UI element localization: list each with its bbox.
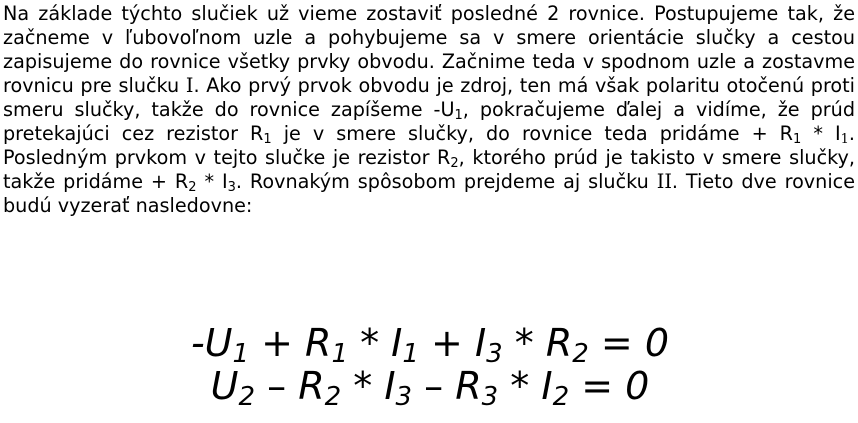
eq-subscript: 3 (486, 339, 503, 369)
eq-term: R (455, 364, 482, 408)
subscript: 2 (450, 156, 459, 171)
loop-label-ii: II (656, 170, 672, 193)
text-run: . Tieto dve rovnice budú vyzerať nasledovne: (3, 170, 856, 217)
text-run: . Rovnakým spôsobom prejdeme aj slučku (235, 170, 657, 193)
text-run: , ktorého prúd je takisto v smere slučky, takže pridáme + R (3, 146, 855, 193)
eq-operator: + (418, 321, 475, 365)
eq-subscript: 2 (572, 339, 589, 369)
subscript: 1 (454, 108, 463, 123)
eq-subscript: 1 (331, 339, 348, 369)
document-body (3, 2, 855, 218)
eq-term: R (298, 364, 325, 408)
text-run: . Posledným prvkom v tejto slučke je rezistor R (3, 122, 856, 169)
eq-subscript: 3 (481, 382, 499, 412)
equations-block (0, 321, 858, 412)
subscript: 3 (227, 180, 236, 195)
eq-term: I (384, 364, 396, 408)
eq-operator: + (249, 321, 306, 365)
eq-rhs: 0 (644, 321, 670, 365)
eq-operator: * (502, 321, 546, 365)
text-run: je v smere slučky, do rovnice teda pridáme + R (271, 122, 794, 145)
eq-subscript: 2 (324, 382, 342, 412)
explanation-paragraph (3, 2, 855, 218)
text-run: Na základe týchto slučiek už vieme zostaviť posledné 2 rovnice. Postupujeme tak, že začneme v ľubovoľnom uzle a pohybujeme sa v smere orientácie slučky a cestou zapisujeme do rovnice všetky prvky obvodu. Začnime teda v spodnom uzle a zostavme rovnicu pre slučku (3, 2, 855, 97)
eq-operator: * (341, 364, 385, 408)
eq-operator: * (348, 321, 392, 365)
text-run: * I (801, 122, 841, 145)
eq-term: R (305, 321, 332, 365)
eq-subscript: 2 (552, 382, 570, 412)
eq-rhs: 0 (625, 364, 650, 408)
equation-loop-1 (0, 321, 858, 369)
text-run: * I (196, 170, 228, 193)
eq-term: I (474, 321, 487, 365)
eq-term: I (391, 321, 403, 365)
equation-loop-2 (0, 364, 858, 412)
eq-term: U (210, 364, 239, 408)
eq-term: I (541, 364, 553, 408)
eq-subscript: 2 (238, 382, 256, 412)
text-run: , pokračujeme ďalej a vidíme, že prúd pretekajúci cez rezistor R (3, 98, 855, 145)
subscript: 1 (793, 132, 802, 147)
eq-subscript: 1 (232, 339, 250, 369)
eq-term: R (545, 321, 573, 365)
eq-subscript: 3 (395, 382, 413, 412)
eq-operator: – (412, 364, 456, 408)
subscript: 1 (263, 132, 272, 147)
subscript: 2 (188, 180, 197, 195)
subscript: 1 (840, 132, 849, 147)
eq-subscript: 1 (402, 339, 419, 369)
eq-operator: = (569, 364, 626, 408)
text-run: . Ako prvý prvok obvodu je zdroj, ten má však polaritu otočenú proti smeru slučky, takže do rovnice zapíšeme -U (3, 74, 856, 121)
loop-label-i: I (185, 74, 194, 97)
eq-term: -U (190, 321, 233, 365)
eq-operator: – (255, 364, 299, 408)
eq-operator: * (498, 364, 542, 408)
eq-operator: = (588, 321, 645, 365)
